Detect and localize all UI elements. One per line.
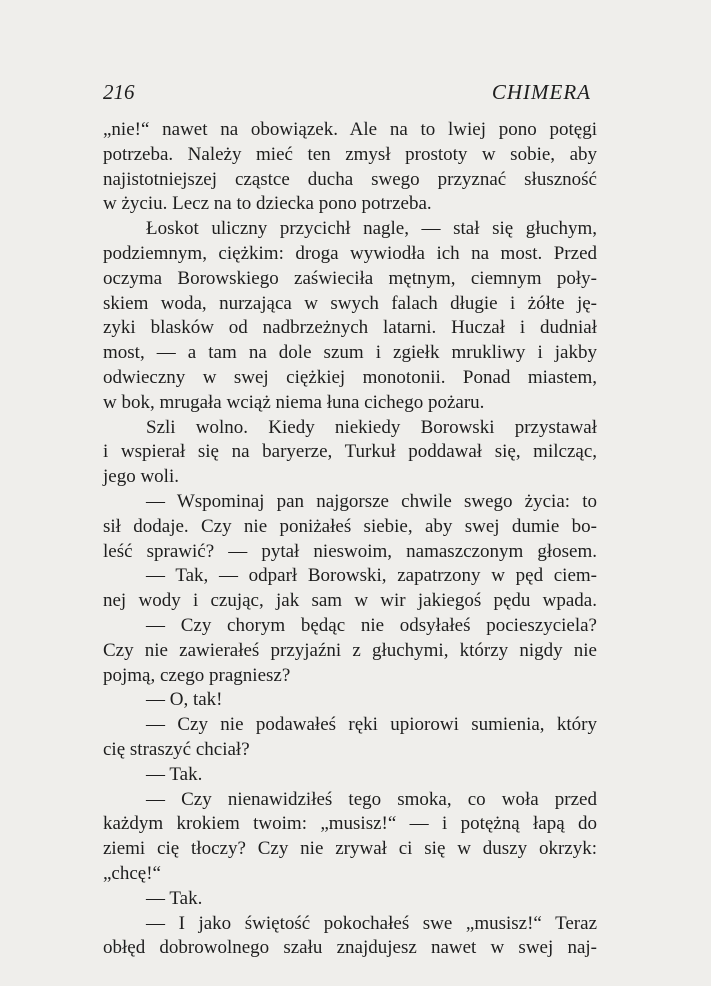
text-line: leść sprawić? — pytał nieswoim, namaszczonym głosem. — [103, 540, 597, 562]
text-line: pojmą, czego pragniesz? — [103, 664, 291, 686]
text-line: najistotniejszej cząstce ducha swego przyznać słuszność — [103, 168, 597, 190]
text-line: — Tak, — odparł Borowski, zapatrzony w pęd ciem- — [146, 565, 597, 587]
text-line: podziemnym, ciężkim: droga wywiodła ich na most. Przed — [103, 242, 597, 264]
text-line: Łoskot uliczny przycichł nagle, — stał się głuchym, — [146, 218, 597, 240]
text-line: nej wody i czując, jak sam w wir jakiegoś pędu wpada. — [103, 590, 597, 612]
body-text — [103, 118, 597, 961]
text-line: oczyma Borowskiego zaświeciła mętnym, ciemnym poły- — [103, 267, 597, 289]
text-line: potrzeba. Należy mieć ten zmysł prostoty w sobie, aby — [103, 143, 597, 165]
text-line: każdym krokiem twoim: „musisz!“ — i potężną łapą do — [103, 813, 597, 835]
text-line: zyki blasków od nadbrzeżnych latarni. Huczał i dudniał — [103, 317, 597, 339]
text-line: obłęd dobrowolnego szału znajdujesz nawet w swej naj- — [103, 937, 597, 959]
text-line: jego woli. — [103, 466, 179, 488]
text-line: most, — a tam na dole szum i zgiełk mrukliwy i jakby — [103, 342, 597, 364]
text-line: — Wspominaj pan najgorsze chwile swego życia: to — [146, 490, 597, 512]
text-line: cię straszyć chciał? — [103, 738, 250, 760]
text-line: — Czy chorym będąc nie odsyłałeś pocieszyciela? — [146, 614, 597, 636]
text-line: „nie!“ nawet na obowiązek. Ale na to lwiej pono potęgi — [103, 119, 597, 140]
text-line: i wspierał się na baryerze, Turkuł poddawał się, milcząc, — [103, 441, 597, 463]
text-line: — Czy nienawidziłeś tego smoka, co woła przed — [146, 788, 597, 810]
text-line: skiem woda, nurzająca w swych falach długie i żółte ję- — [103, 292, 597, 314]
text-line: — I jako świętość pokochałeś swe „musisz!“ Teraz — [146, 912, 597, 934]
text-line: — Czy nie podawałeś ręki upiorowi sumienia, który — [146, 714, 597, 736]
text-line: „chcę!“ — [103, 862, 161, 884]
text-line: Czy nie zawierałeś przyjaźni z głuchymi, którzy nigdy nie — [103, 639, 597, 661]
page-number: 216 — [103, 80, 135, 104]
text-line: odwieczny w swej ciężkiej monotonii. Ponad miastem, — [103, 366, 597, 388]
text-line: Szli wolno. Kiedy niekiedy Borowski przystawał — [146, 416, 597, 438]
text-line: w bok, mrugała wciąż niema łuna cichego pożaru. — [103, 391, 485, 413]
text-line: — Tak. — [146, 763, 203, 785]
page-header — [103, 80, 591, 110]
text-line: — O, tak! — [146, 689, 223, 711]
text-line: sił dodaje. Czy nie poniżałeś siebie, aby swej dumie bo- — [103, 515, 597, 537]
text-line: w życiu. Lecz na to dziecka pono potrzeba. — [103, 193, 432, 215]
text-line: — Tak. — [146, 887, 203, 909]
running-head: CHIMERA — [491, 80, 591, 104]
text-line: ziemi cię tłoczy? Czy nie zrywał ci się w duszy okrzyk: — [103, 838, 597, 860]
